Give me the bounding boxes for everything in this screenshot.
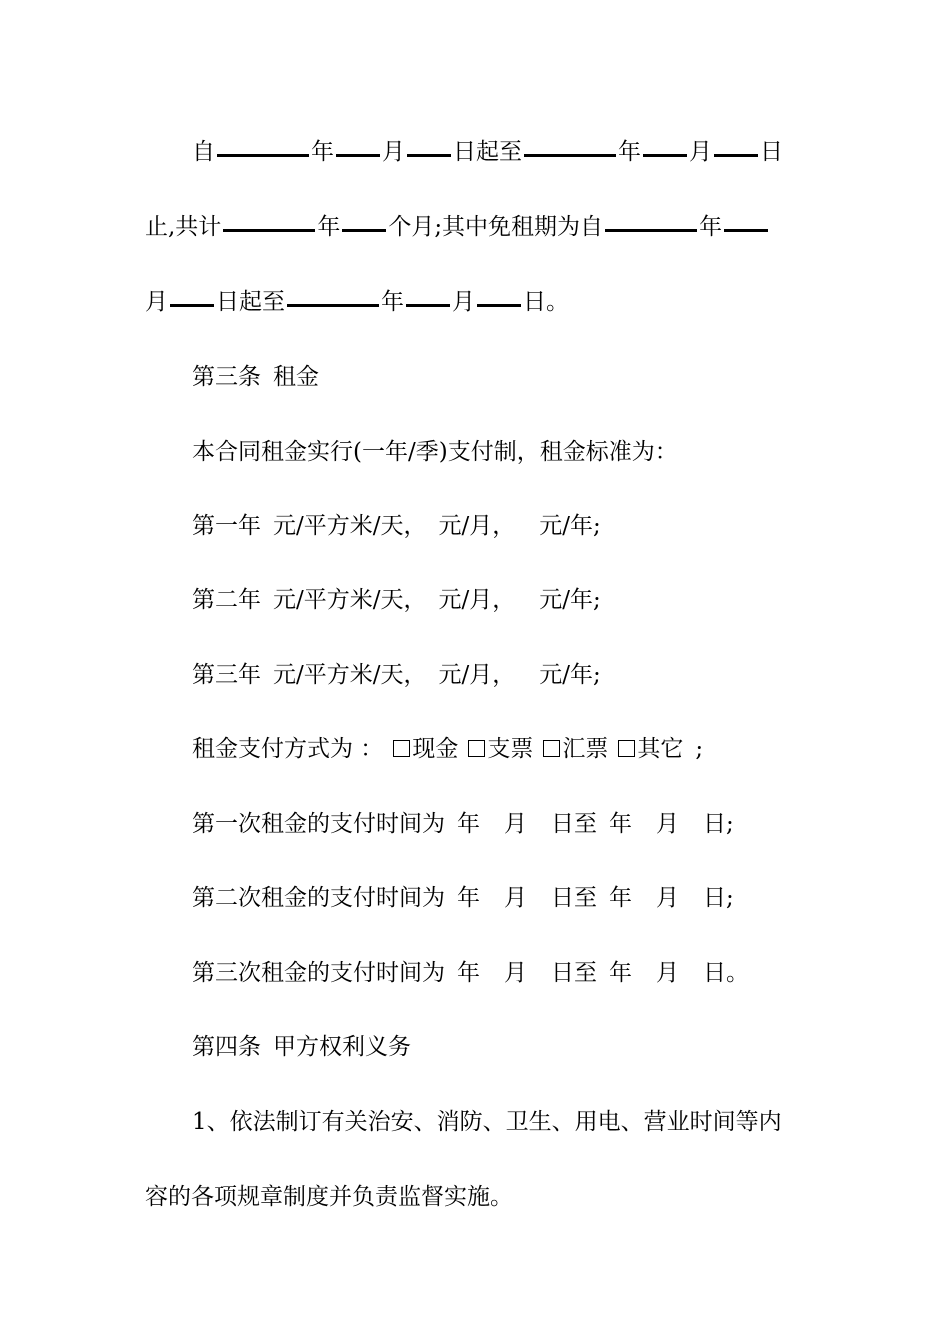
rate-per-month: 元/月，	[438, 587, 516, 613]
article-3-heading	[192, 361, 857, 393]
option-other-label: 其它	[637, 736, 684, 762]
text-year: 年	[317, 214, 341, 240]
rate-per-sqm-day: 元/平方米/天，	[273, 662, 427, 688]
text-day-to: 日至	[551, 811, 597, 837]
text-month: 月	[145, 289, 168, 315]
rate-per-sqm-day: 元/平方米/天，	[273, 513, 427, 539]
text-month: 月	[656, 960, 679, 986]
text-year: 年	[699, 214, 723, 240]
rate-per-year: 元/年;	[539, 662, 601, 688]
text-from: 自	[192, 139, 215, 165]
blank-free-end-day	[477, 302, 521, 307]
blank-start-year	[217, 152, 309, 157]
article-4-heading	[192, 1031, 857, 1063]
lease-term-line-3	[145, 286, 810, 318]
blank-free-start-day	[170, 302, 214, 307]
article-number: 第四条	[192, 1034, 261, 1060]
payment-time-2	[192, 882, 857, 914]
text-month: 月	[689, 139, 712, 165]
text-year: 年	[457, 811, 480, 837]
year-label: 第三年	[192, 662, 261, 688]
text-year: 年	[609, 885, 632, 911]
blank-end-year	[524, 152, 616, 157]
checkbox-draft[interactable]	[543, 740, 560, 757]
blank-end-month	[643, 152, 687, 157]
text-day: 日;	[703, 811, 734, 837]
blank-free-start-month	[724, 227, 768, 232]
blank-free-start-year	[605, 227, 697, 232]
blank-total-months	[342, 227, 386, 232]
option-check-label: 支票	[487, 736, 534, 762]
blank-free-end-year	[287, 302, 379, 307]
text-day: 日;	[703, 885, 734, 911]
text-month: 月	[452, 289, 475, 315]
text-day: 日	[760, 139, 783, 165]
text-month: 月	[382, 139, 405, 165]
rate-per-year: 元/年;	[539, 587, 601, 613]
text-month: 月	[504, 960, 527, 986]
year-label: 第一年	[192, 513, 261, 539]
rate-per-month: 元/月，	[438, 662, 516, 688]
rent-year-3	[192, 659, 857, 691]
article-4-item-1-line-1: 1、依法制订有关治安、消防、卫生、用电、营业时间等内	[192, 1109, 782, 1135]
article-title: 甲方权利义务	[273, 1034, 411, 1060]
text-year: 年	[457, 885, 480, 911]
text-day-to: 日起至	[453, 139, 522, 165]
text-day-to: 日至	[551, 885, 597, 911]
text-year: 年	[618, 139, 641, 165]
rate-per-sqm-day: 元/平方米/天，	[273, 587, 427, 613]
checkbox-other[interactable]	[618, 740, 635, 757]
payment-time-3	[192, 957, 857, 989]
option-cash-label: 现金	[412, 736, 459, 762]
option-draft-label: 汇票	[562, 736, 609, 762]
payment-method-line	[192, 733, 857, 765]
blank-start-month	[336, 152, 380, 157]
text-day-to: 日起至	[216, 289, 285, 315]
text-year: 年	[609, 960, 632, 986]
text-month: 月	[656, 885, 679, 911]
article-title: 租金	[273, 364, 319, 390]
article-number: 第三条	[192, 364, 261, 390]
rent-year-2	[192, 584, 857, 616]
blank-free-end-month	[406, 302, 450, 307]
article-4-item-1-line-2: 容的各项规章制度并负责监督实施。	[145, 1184, 513, 1210]
blank-total-years	[223, 227, 315, 232]
text-day: 日。	[523, 289, 569, 315]
text-year: 年	[457, 960, 480, 986]
payment-label: 第三次租金的支付时间为	[192, 960, 445, 986]
checkbox-cash[interactable]	[393, 740, 410, 757]
text-year: 年	[311, 139, 334, 165]
payment-method-label: 租金支付方式为 ：	[192, 736, 384, 762]
blank-start-day	[407, 152, 451, 157]
text-year: 年	[381, 289, 404, 315]
payment-label: 第二次租金的支付时间为	[192, 885, 445, 911]
payment-label: 第一次租金的支付时间为	[192, 811, 445, 837]
text-month: 月	[504, 885, 527, 911]
text-day-to: 日至	[551, 960, 597, 986]
rent-intro: 本合同租金实行(一年/季)支付制，租金标准为：	[192, 439, 678, 465]
lease-term-line-1	[192, 136, 857, 168]
text-month: 月	[504, 811, 527, 837]
year-label: 第二年	[192, 587, 261, 613]
payment-method-end: ;	[695, 736, 704, 762]
payment-time-1	[192, 808, 857, 840]
text-year: 年	[609, 811, 632, 837]
text-month: 月	[656, 811, 679, 837]
blank-end-day	[714, 152, 758, 157]
checkbox-check[interactable]	[468, 740, 485, 757]
text-day: 日。	[703, 960, 749, 986]
text-free-period: 个月;其中免租期为自	[388, 214, 604, 240]
rent-year-1	[192, 510, 857, 542]
rate-per-month: 元/月，	[438, 513, 516, 539]
lease-term-line-2	[145, 211, 810, 243]
rate-per-year: 元/年;	[539, 513, 601, 539]
text-total: 止,共计	[145, 214, 222, 240]
